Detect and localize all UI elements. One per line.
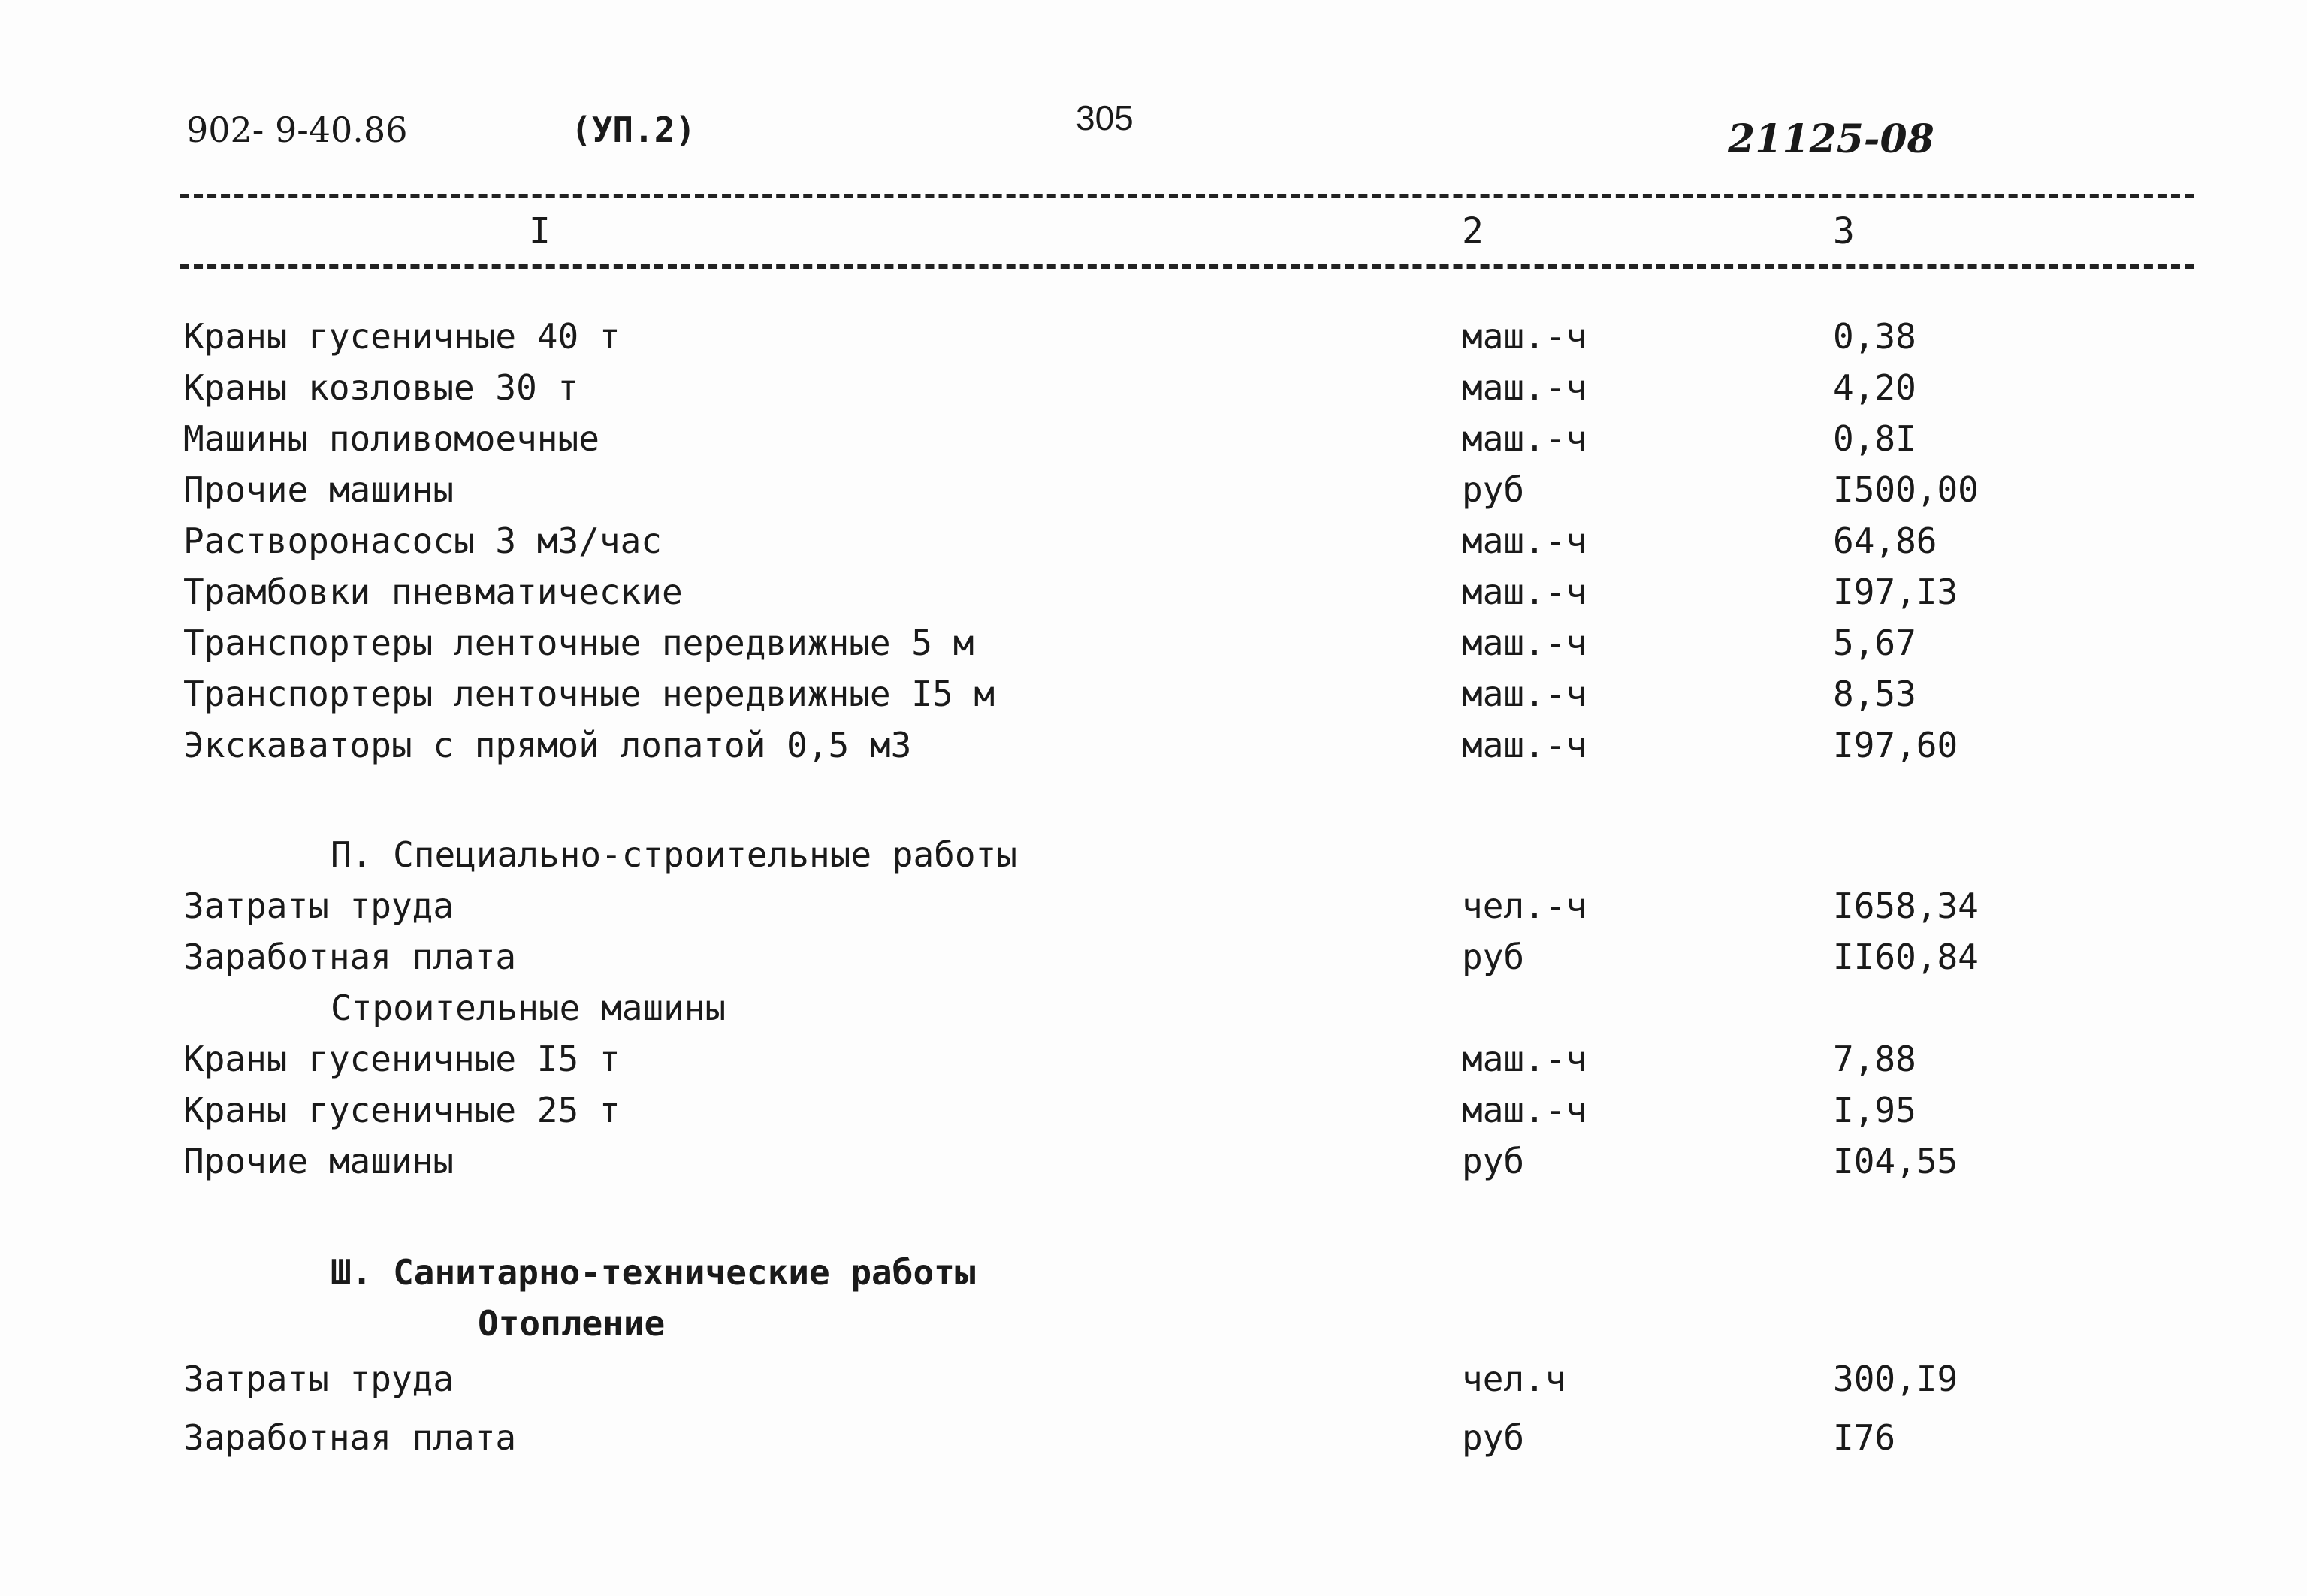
row-value: 5,67	[1833, 623, 1916, 663]
row-value: 4,20	[1833, 367, 1916, 408]
section-title: Ш. Санитарно-технические работы	[331, 1252, 976, 1293]
section-heading	[0, 1250, 2307, 1295]
row-name: Краны гусеничные I5 т	[183, 1039, 621, 1079]
row-unit: маш.-ч	[1462, 674, 1587, 714]
row-unit: маш.-ч	[1462, 520, 1587, 561]
document-number: 21125-08	[1728, 116, 1934, 162]
row-unit: маш.-ч	[1462, 572, 1587, 612]
row-unit: чел.ч	[1462, 1359, 1566, 1399]
table-row	[0, 416, 2307, 461]
table-row	[0, 723, 2307, 768]
row-unit: маш.-ч	[1462, 367, 1587, 408]
table-row	[0, 467, 2307, 512]
table-row	[0, 1088, 2307, 1133]
table-row	[0, 671, 2307, 717]
document-code: 902- 9-40.86	[186, 110, 408, 150]
row-unit: руб	[1462, 1417, 1525, 1458]
row-unit: руб	[1462, 1141, 1525, 1181]
row-value: I97,60	[1833, 725, 1958, 765]
table-row	[0, 569, 2307, 614]
row-name: Прочие машины	[183, 469, 454, 510]
section-heading	[0, 832, 2307, 877]
column-header-3: 3	[1833, 210, 1855, 252]
row-unit: маш.-ч	[1462, 1090, 1587, 1130]
row-value: 8,53	[1833, 674, 1916, 714]
table-row	[0, 1036, 2307, 1082]
section-title: П. Специально-строительные работы	[331, 834, 1017, 875]
table-row	[0, 883, 2307, 928]
row-value: 64,86	[1833, 520, 1937, 561]
column-header-1: I	[529, 210, 551, 252]
row-name: Затраты труда	[183, 1359, 454, 1399]
row-name: Краны гусеничные 40 т	[183, 316, 621, 357]
subsection-heading	[0, 1301, 2307, 1346]
row-name: Заработная плата	[183, 937, 517, 977]
row-value: II60,84	[1833, 937, 1979, 977]
table-row	[0, 365, 2307, 410]
row-unit: маш.-ч	[1462, 418, 1587, 459]
row-unit: маш.-ч	[1462, 623, 1587, 663]
row-value: I500,00	[1833, 469, 1979, 510]
document-subtitle: (УП.2)	[571, 110, 696, 150]
subsection-heading	[0, 985, 2307, 1030]
table-row	[0, 314, 2307, 359]
row-name: Растворонасосы 3 м3/час	[183, 520, 662, 561]
page-number: 305	[1076, 98, 1134, 137]
table-row	[0, 518, 2307, 563]
row-value: I76	[1833, 1417, 1896, 1458]
table-row	[0, 1356, 2307, 1401]
table-row	[0, 620, 2307, 665]
row-unit: маш.-ч	[1462, 1039, 1587, 1079]
row-name: Затраты труда	[183, 885, 454, 926]
row-name: Краны гусеничные 25 т	[183, 1090, 621, 1130]
row-unit: руб	[1462, 469, 1525, 510]
row-unit: руб	[1462, 937, 1525, 977]
table-row	[0, 1139, 2307, 1184]
row-name: Прочие машины	[183, 1141, 454, 1181]
table-row	[0, 934, 2307, 979]
subsection-title: Строительные машины	[331, 988, 726, 1028]
row-name: Транспортеры ленточные нередвижные I5 м	[183, 674, 995, 714]
row-value: 7,88	[1833, 1039, 1916, 1079]
row-name: Машины поливомоечные	[183, 418, 599, 459]
row-name: Заработная плата	[183, 1417, 517, 1458]
row-name: Краны козловые 30 т	[183, 367, 579, 408]
row-value: 0,8I	[1833, 418, 1916, 459]
row-unit: маш.-ч	[1462, 316, 1587, 357]
row-value: I04,55	[1833, 1141, 1958, 1181]
row-name: Экскаваторы с прямой лопатой 0,5 м3	[183, 725, 912, 765]
subsection-title: Отопление	[478, 1303, 666, 1344]
row-name: Транспортеры ленточные передвижные 5 м	[183, 623, 974, 663]
row-name: Трамбовки пневматические	[183, 572, 683, 612]
row-value: I,95	[1833, 1090, 1916, 1130]
row-value: I658,34	[1833, 885, 1979, 926]
row-value: 0,38	[1833, 316, 1916, 357]
row-unit: маш.-ч	[1462, 725, 1587, 765]
row-value: I97,I3	[1833, 572, 1958, 612]
row-value: 300,I9	[1833, 1359, 1958, 1399]
row-unit: чел.-ч	[1462, 885, 1587, 926]
column-header-2: 2	[1462, 210, 1484, 252]
table-row	[0, 1415, 2307, 1460]
